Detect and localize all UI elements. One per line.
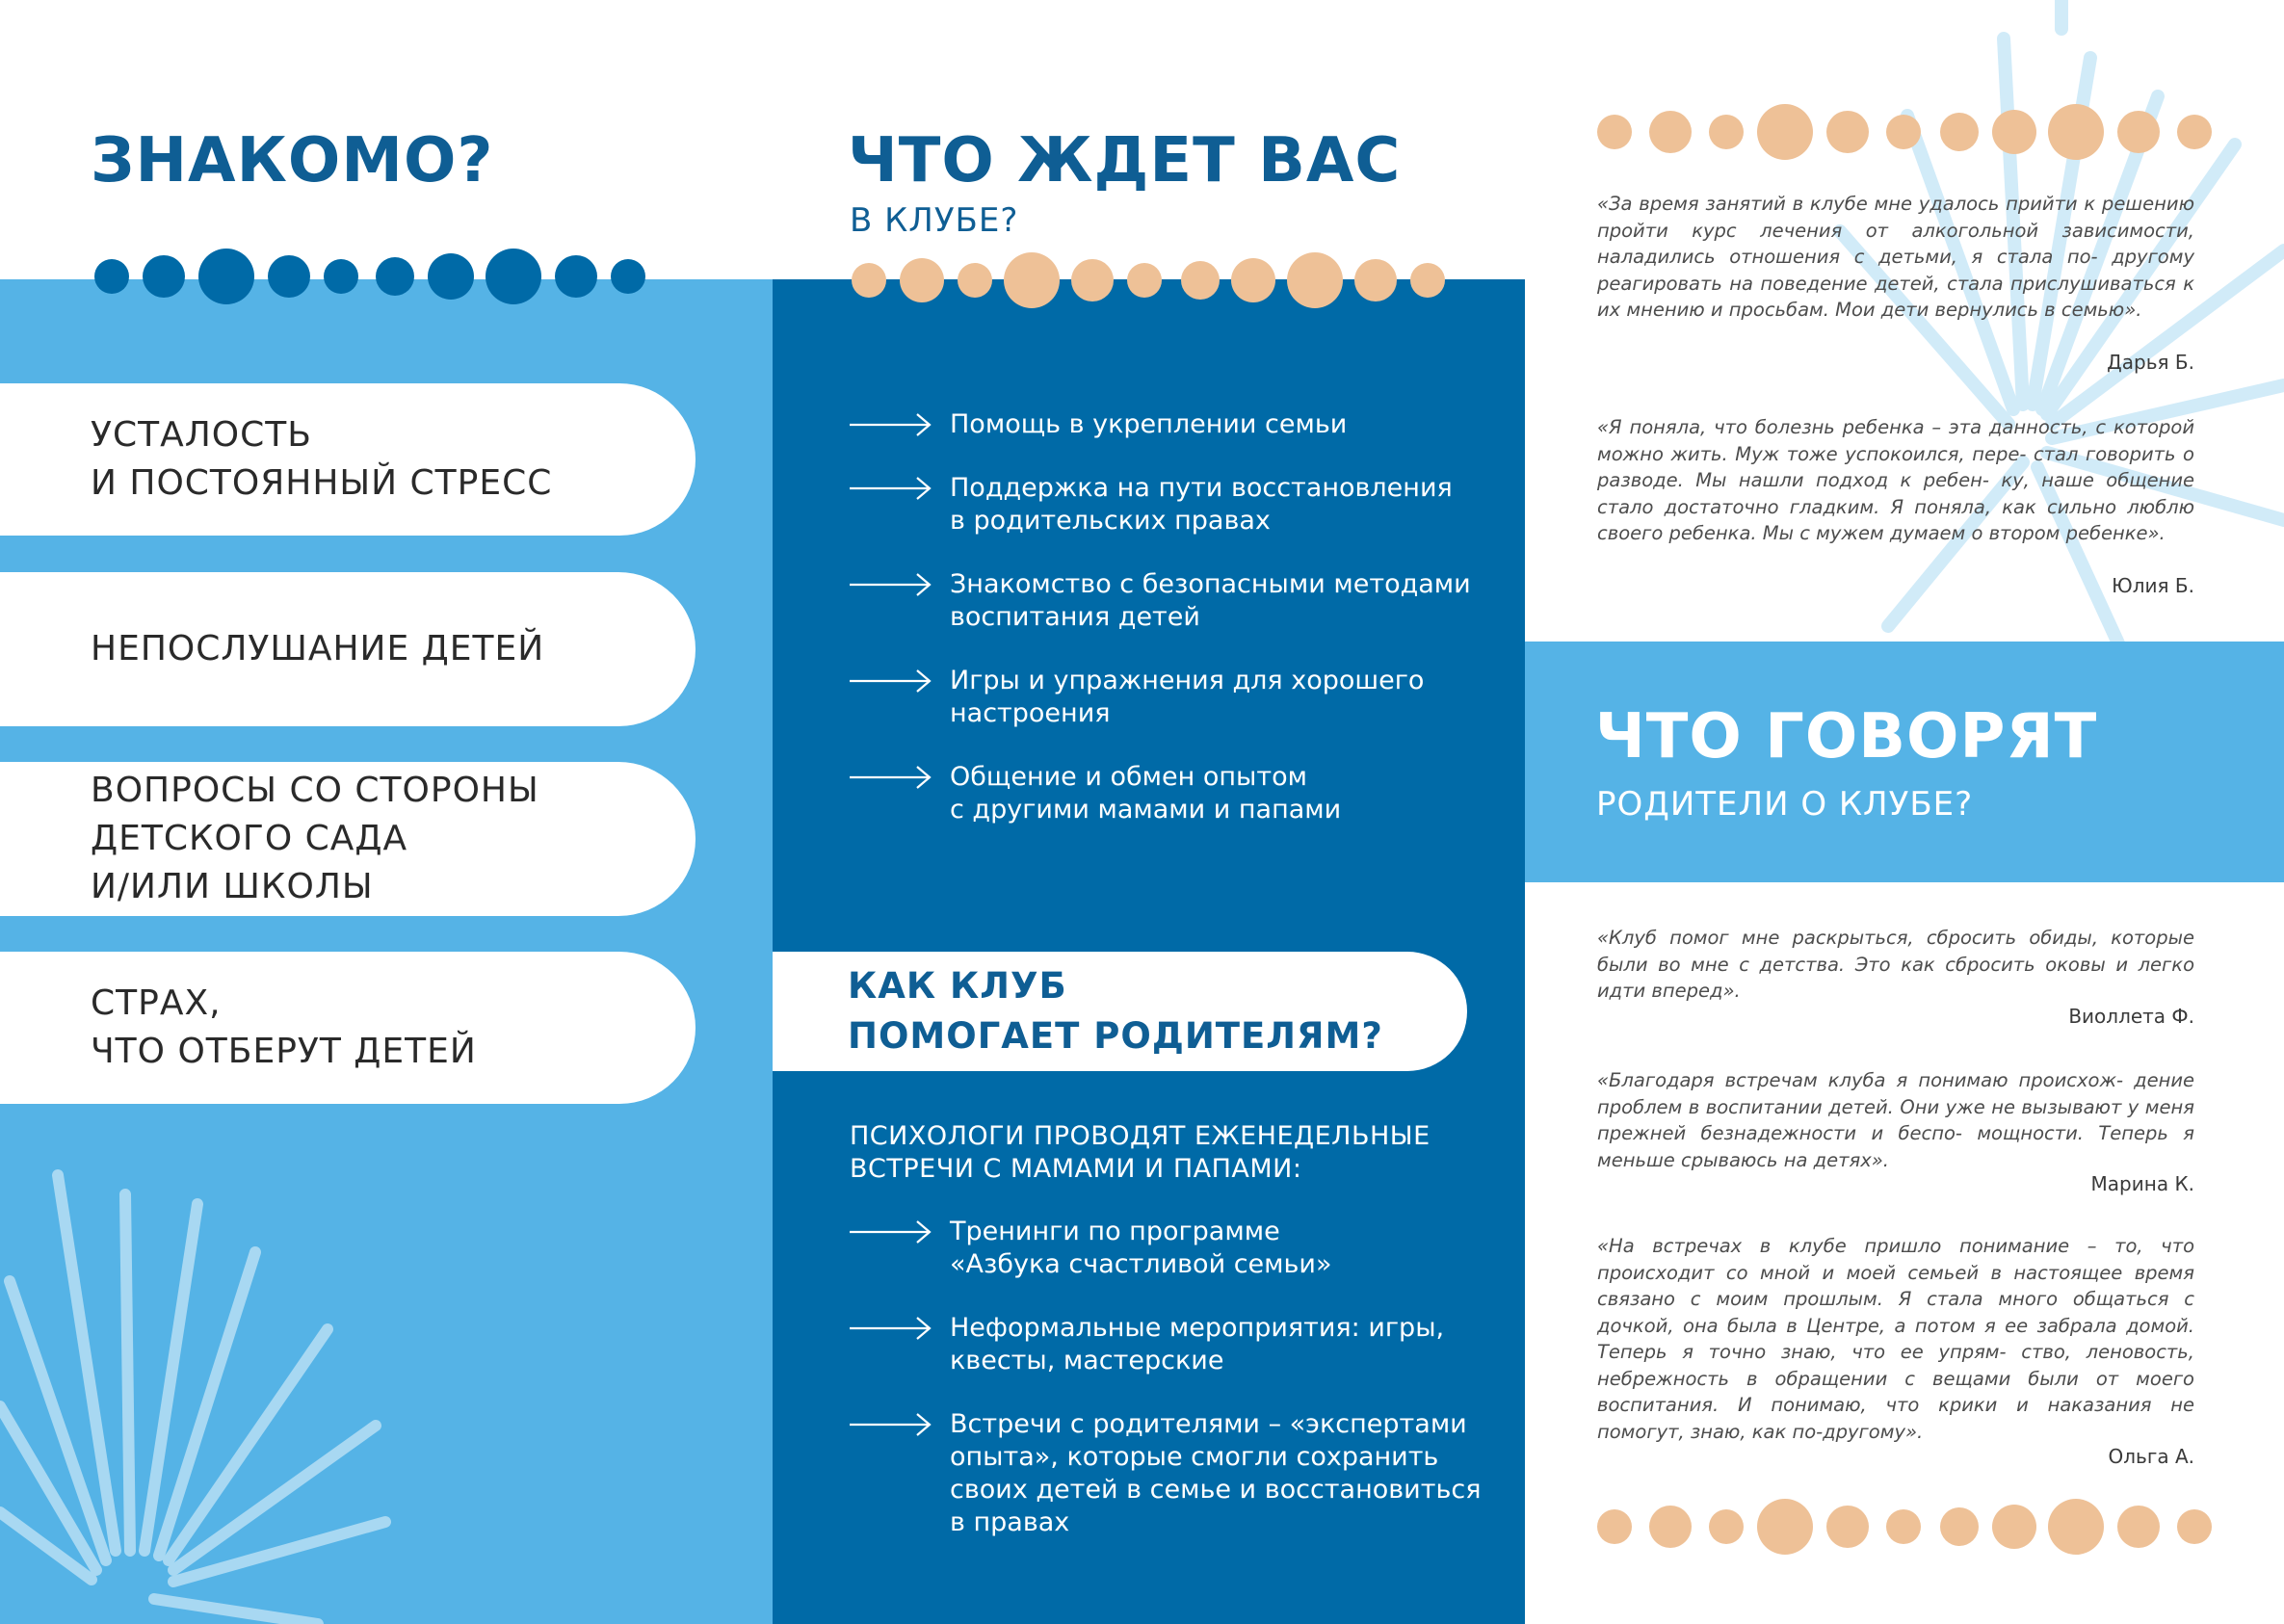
review-text: «За время занятий в клубе мне удалось прийти к решению пройти курс лечения от алкогольной зависимости, наладились отношения с детьми, я стала по- другому реагировать на поведение детей, стала прислушиваться к их мнению и просьбам. Мои дети вернулись в семью». bbox=[1597, 193, 2194, 321]
list-item-text: Встречи с родителями – «экспертами опыта», которые смогли сохранить своих детей в семье и восстановиться в правах bbox=[950, 1409, 1482, 1537]
list-item-text: Помощь в укреплении семьи bbox=[950, 409, 1348, 439]
arrow-right-icon bbox=[850, 765, 932, 790]
col2-subtitle: В КЛУБЕ? bbox=[850, 201, 1019, 240]
list-item bbox=[850, 1312, 1444, 1377]
how-club-helps-banner bbox=[773, 952, 1467, 1071]
review-author: Марина К. bbox=[2090, 1172, 2194, 1195]
concern-text: НЕПОСЛУШАНИЕ ДЕТЕЙ bbox=[91, 629, 545, 668]
review-author: Виоллета Ф. bbox=[2068, 1005, 2194, 1028]
concern-text: ВОПРОСЫ СО СТОРОНЫ ДЕТСКОГО САДА И/ИЛИ ШКОЛЫ bbox=[91, 771, 539, 906]
col1-title: ЗНАКОМО? bbox=[91, 125, 494, 196]
review-author: Ольга А. bbox=[2108, 1445, 2194, 1468]
list-item bbox=[850, 1408, 1481, 1539]
arrow-right-icon bbox=[850, 1219, 932, 1244]
club-activities-list bbox=[850, 1216, 1505, 1543]
concern-card bbox=[0, 572, 696, 726]
col3-title: ЧТО ГОВОРЯТ bbox=[1595, 701, 2098, 773]
starburst-decoration-left bbox=[0, 1137, 405, 1624]
list-item bbox=[850, 472, 1453, 537]
list-item-text: Поддержка на пути восстановления в родительских правах bbox=[950, 473, 1453, 536]
arrow-right-icon bbox=[850, 476, 932, 501]
arrow-right-icon bbox=[850, 1316, 932, 1341]
concern-card bbox=[0, 952, 696, 1104]
col3-top-dot-row bbox=[1597, 104, 2212, 160]
col3-bottom-dot-row bbox=[1597, 1499, 2212, 1555]
col2-title: ЧТО ЖДЕТ ВАС bbox=[848, 125, 1402, 196]
col3-subtitle: РОДИТЕЛИ О КЛУБЕ? bbox=[1596, 785, 1974, 824]
review-text: «Благодаря встречам клуба я понимаю происхож- дение проблем в воспитании детей. Они уже не вызывают у меня прежней безнадежности и беспо- мощности. Теперь я меньше срываюсь на детях». bbox=[1597, 1069, 2194, 1171]
arrow-right-icon bbox=[850, 412, 932, 437]
list-item bbox=[850, 761, 1341, 826]
how-club-helps-title: КАК КЛУБ ПОМОГАЕТ РОДИТЕЛЯМ? bbox=[848, 965, 1383, 1057]
list-item bbox=[850, 568, 1471, 634]
arrow-right-icon bbox=[850, 572, 932, 597]
col2-dot-row bbox=[852, 252, 1445, 308]
concern-text: УСТАЛОСТЬ И ПОСТОЯННЫЙ СТРЕСС bbox=[91, 415, 553, 503]
arrow-right-icon bbox=[850, 668, 932, 694]
list-item-text: Неформальные мероприятия: игры, квесты, мастерские bbox=[950, 1313, 1445, 1375]
club-benefits-list bbox=[850, 408, 1505, 832]
how-intro-text: ПСИХОЛОГИ ПРОВОДЯТ ЕЖЕНЕДЕЛЬНЫЕ ВСТРЕЧИ С МАМАМИ И ПАПАМИ: bbox=[850, 1121, 1431, 1184]
concern-card bbox=[0, 762, 696, 916]
list-item bbox=[850, 665, 1424, 730]
review-text: «Клуб помог мне раскрыться, сбросить обиды, которые были во мне с детства. Это как сбросить оковы и легко идти вперед». bbox=[1597, 927, 2194, 1002]
arrow-right-icon bbox=[850, 1412, 932, 1437]
review-text: «Я поняла, что болезнь ребенка – эта данность, с которой можно жить. Муж тоже успокоился, пере- стал говорить о разводе. Мы нашли подход к ребен- ку, наше общение стало достаточно гладким. Я поняла, как сильно люблю своего ребенка. Мы с мужем думаем о втором ребенке». bbox=[1597, 416, 2194, 544]
list-item bbox=[850, 408, 1347, 441]
concern-text: СТРАХ, ЧТО ОТБЕРУТ ДЕТЕЙ bbox=[91, 983, 477, 1071]
review-author: Дарья Б. bbox=[2107, 351, 2194, 374]
list-item-text: Знакомство с безопасными методами воспитания детей bbox=[950, 569, 1471, 632]
list-item bbox=[850, 1216, 1332, 1281]
list-item-text: Общение и обмен опытом с другими мамами и папами bbox=[950, 762, 1342, 825]
review-author: Юлия Б. bbox=[2112, 574, 2194, 597]
review-text: «На встречах в клубе пришло понимание – то, что происходит со мной и моей семьей в настоящее время связано с моим прошлым. Я стала много общаться с дочкой, она была в Центре, а потом я ее забрала домой. Теперь я точно знаю, что ее упрям- ство, леновость, небрежность в обращении с вещами были от моего воспитания. И понимаю, что крики и наказания не помогут, знаю, как по-другому». bbox=[1597, 1235, 2194, 1443]
list-item-text: Тренинги по программе «Азбука счастливой семьи» bbox=[950, 1217, 1332, 1279]
list-item-text: Игры и упражнения для хорошего настроения bbox=[950, 666, 1425, 728]
concern-card bbox=[0, 383, 696, 536]
col1-dot-row bbox=[94, 249, 645, 304]
